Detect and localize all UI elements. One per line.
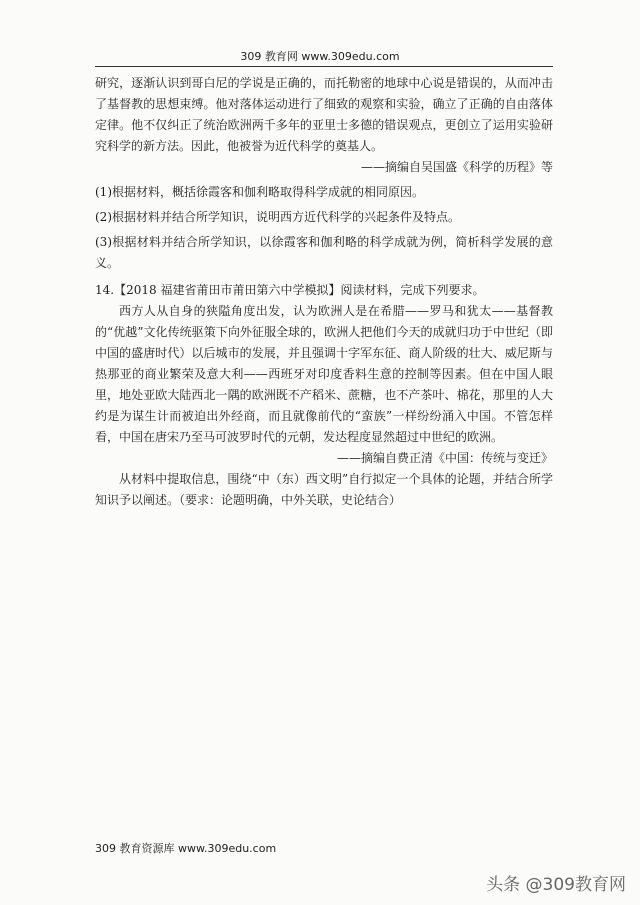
question-14-source: ——摘编自费正清《中国：传统与变迁》 — [336, 451, 553, 465]
question-1: (1)根据材料，概括徐霞客和伽利略取得科学成就的相同原因。 — [95, 185, 425, 199]
passage-1-source: ——摘编自吴国盛《科学的历程》等 — [360, 160, 553, 174]
header-divider — [95, 66, 553, 67]
watermark: 头条 @309教育网 — [486, 875, 626, 895]
question-2: (2)根据材料并结合所学知识，说明西方近代科学的兴起条件及特点。 — [95, 210, 461, 224]
question-14-heading: 14.【2018 福建省莆田市莆田第六中学模拟】阅读材料，完成下列要求。 — [95, 283, 485, 297]
question-3: (3)根据材料并结合所学知识，以徐霞客和伽利略的科学成就为例，简析科学发展的意义。 — [95, 235, 553, 270]
passage-1-body: 研究，逐渐认识到哥白尼的学说是正确的，而托勒密的地球中心说是错误的，从而冲击了基督教的思想束缚。他对落体运动进行了细致的观察和实验，确立了正确的自由落体定律。他不仅纠正了统治欧洲两千多年的亚里士多德的错误观点，更创立了运用实验研究科学的新方法。因此，他被誉为近代科学的奠基人。 — [95, 76, 553, 153]
question-14-task: 从材料中提取信息，围绕“中（东）西文明”自行拟定一个具体的论题，并结合所学知识予以阐述。（要求：论题明确，中外关联，史论结合） — [95, 472, 553, 507]
document-body — [95, 73, 553, 511]
page-footer: 309 教育资源库 www.309edu.com — [95, 842, 277, 855]
question-14-passage: 西方人从自身的狭隘角度出发，认为欧洲人是在希腊——罗马和犹太——基督教的“优越”文化传统驱策下向外征服全球的，欧洲人把他们今天的成就归功于中世纪（即中国的盛唐时代）以后城市的发展，并且强调十字军东征、商人阶级的壮大、威尼斯与热那亚的商业繁荣及意大利——西班牙对印度香料生意的控制等因素。但在中国人眼里，地处亚欧大陆西北一隅的欧洲既不产稻米、蔗糖，也不产茶叶、棉花，那里的人大约是为谋生计而被迫出外经商，而且就像前代的“蛮族”一样纷纷涌入中国。不管怎样看，中国在唐宋乃至马可波罗时代的元朝，发达程度显然超过中世纪的欧洲。 — [95, 304, 553, 444]
page-header: 309 教育网 www.309edu.com — [240, 50, 400, 63]
